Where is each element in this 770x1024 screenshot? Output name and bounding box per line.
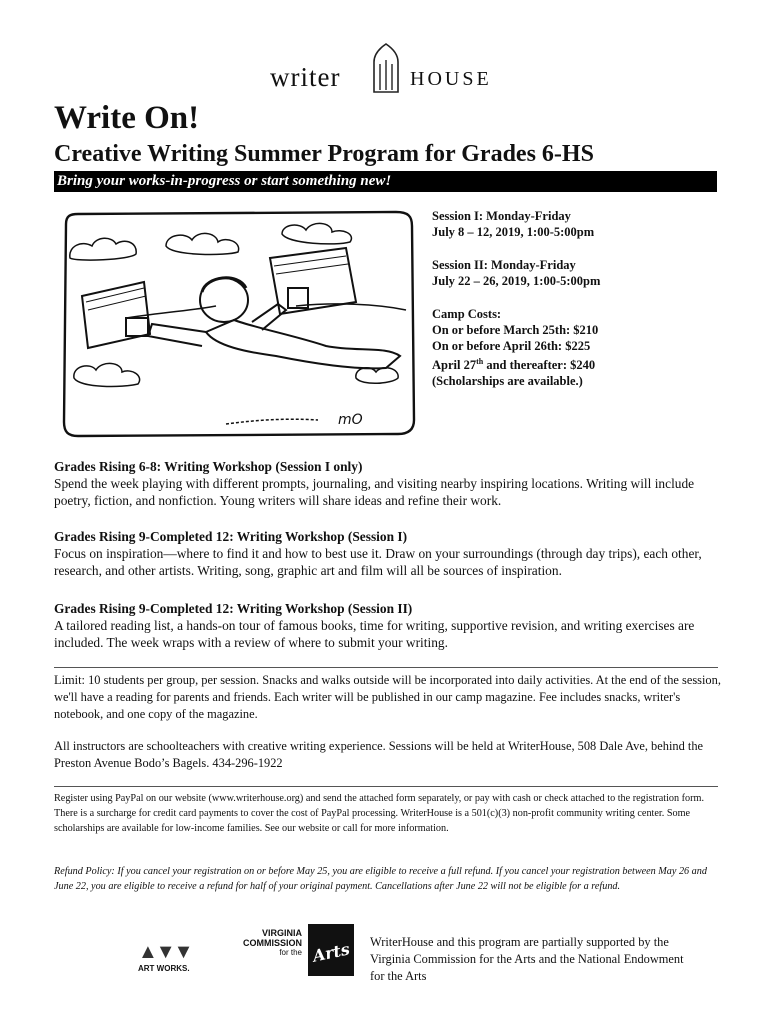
workshop-body: Spend the week playing with different prompts, journaling, and visiting nearby inspiring locations. Writing will include poetry, fiction, and nonfiction. Young writers will share ideas and refine their work. (54, 476, 695, 508)
nea-logo (138, 942, 198, 973)
cost-mid: On or before April 26th: $225 (432, 339, 591, 353)
session1-dates: July 8 – 12, 2019, 1:00-5:00pm (432, 225, 595, 239)
support-statement: WriterHouse and this program are partially supported by the Virginia Commission for the Arts and the National Endowment for the Arts (370, 935, 684, 983)
tagline-banner: Bring your works-in-progress or start something new! (54, 171, 717, 192)
costs-title: Camp Costs: (432, 307, 502, 321)
workshop-heading: Grades Rising 9-Completed 12: Writing Workshop (Session I) (54, 529, 408, 544)
house-icon (370, 42, 402, 94)
scholarships-note: (Scholarships are available.) (432, 374, 583, 389)
workshop-heading: Grades Rising 6-8: Writing Workshop (Session I only) (54, 459, 363, 474)
registration-paragraph: Register using PayPal on our website (www.writerhouse.org) and send the attached form separately, or pay with cash or check attached to the registration form. There is a surcharge for credit card payments to cover the cost of PayPal processing. WriterHouse is a 501(c)(3) non-profit community writing center. Some scholarships are available for low-income families. See our website or call for more information. (54, 793, 705, 834)
workshop-grades-9-12-session1 (54, 528, 726, 579)
cost-late: April 27th and thereafter: $240 (432, 357, 596, 373)
writerhouse-logo (270, 42, 510, 94)
instructors-paragraph: All instructors are schoolteachers with creative writing experience. Sessions will be held at WriterHouse, 508 Dale Ave, behind the Preston Avenue Bodo’s Bagels. 434-296-1922 (54, 739, 704, 770)
workshop-heading: Grades Rising 9-Completed 12: Writing Workshop (Session II) (54, 601, 413, 616)
logo-house-word: HOUSE (410, 68, 492, 90)
svg-text:Arts: Arts (310, 939, 352, 966)
workshop-grades-9-12-session2 (54, 600, 726, 651)
flying-reader-illustration (56, 206, 420, 446)
logo-writer-word: writer (270, 62, 341, 92)
session-info (432, 208, 732, 406)
nea-triangles-icon: ▲▼▼ (138, 941, 192, 963)
sponsor-logos (130, 924, 360, 994)
workshop-body: Focus on inspiration—where to find it and how to best use it. Draw on your surroundings (through day trips), each other, research, and other artists. Writing, song, graphic art and film will all be sources of inspiration. (54, 546, 702, 578)
divider (54, 667, 718, 668)
page-subtitle: Creative Writing Summer Program for Grades 6-HS (54, 141, 594, 167)
vca-arts-logo (308, 924, 354, 976)
limit-paragraph: Limit: 10 students per group, per session. Snacks and walks outside will be incorporated into daily activities. At the end of the session, we'll have a reading for parents and friends. Each writer will be published in our camp magazine. Fee includes snacks, writer's notebook, and one copy of the magazine. (54, 673, 721, 721)
nea-logo-text: ART WORKS. (138, 964, 190, 973)
session2-title: Session II: Monday-Friday (432, 258, 576, 272)
cost-early: On or before March 25th: $210 (432, 323, 599, 337)
vca-logo-text: VIRGINIA COMMISSION for the (242, 928, 302, 957)
workshop-grades-6-8 (54, 458, 726, 509)
workshop-body: A tailored reading list, a hands-on tour of famous books, time for writing, supportive revision, and writing exercises are included. The week wraps with a review of where to submit your writing. (54, 618, 695, 650)
session2-dates: July 22 – 26, 2019, 1:00-5:00pm (432, 274, 601, 288)
refund-policy: Refund Policy: If you cancel your registration on or before May 25, you are eligible to receive a full refund. If you cancel your registration between May 26 and June 22, you are eligible to receive a refund for half of your original payment. Cancellations after June 22 will not be eligible for a refund. (54, 866, 707, 892)
divider (54, 786, 718, 787)
illustration-signature: mO (338, 412, 363, 428)
page-title: Write On! (54, 100, 200, 136)
session1-title: Session I: Monday-Friday (432, 209, 571, 223)
